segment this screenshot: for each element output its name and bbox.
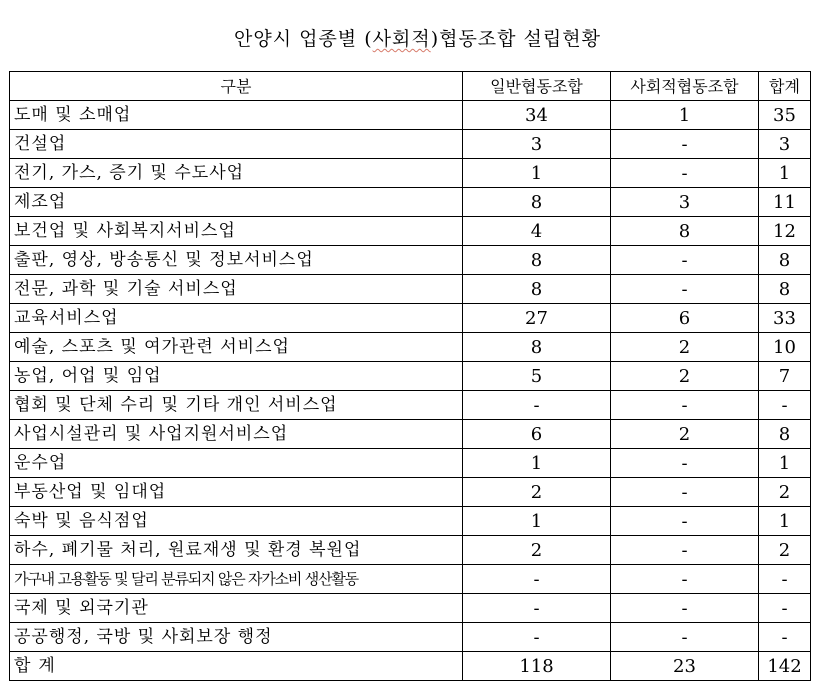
row-total: - (759, 391, 811, 420)
row-general: 34 (463, 101, 611, 130)
row-general: 8 (463, 188, 611, 217)
row-social: 1 (611, 101, 759, 130)
table-header-row (10, 72, 811, 101)
row-general: - (463, 594, 611, 623)
row-social: - (611, 507, 759, 536)
row-category: 보건업 및 사회복지서비스업 (10, 217, 463, 246)
row-social: 8 (611, 217, 759, 246)
total-social: 23 (611, 652, 759, 681)
row-general: - (463, 623, 611, 652)
row-general: 8 (463, 275, 611, 304)
row-general: 6 (463, 420, 611, 449)
row-category: 건설업 (10, 130, 463, 159)
table-row (10, 565, 811, 594)
row-general: 1 (463, 449, 611, 478)
row-total: - (759, 594, 811, 623)
row-total: 2 (759, 536, 811, 565)
row-total: 33 (759, 304, 811, 333)
table-row (10, 420, 811, 449)
row-general: 3 (463, 130, 611, 159)
row-total: 8 (759, 420, 811, 449)
row-total: 7 (759, 362, 811, 391)
table-row (10, 130, 811, 159)
total-total: 142 (759, 652, 811, 681)
title-suffix: )협동조합 설립현황 (430, 28, 601, 50)
row-social: 6 (611, 304, 759, 333)
row-total: 1 (759, 507, 811, 536)
table-row (10, 478, 811, 507)
row-category: 가구내 고용활동 및 달리 분류되지 않은 자가소비 생산활동 (10, 565, 463, 594)
row-category: 전문, 과학 및 기술 서비스업 (10, 275, 463, 304)
row-total: 11 (759, 188, 811, 217)
total-category: 합계 (10, 652, 463, 681)
cooperative-status-table (9, 71, 811, 681)
row-general: 5 (463, 362, 611, 391)
row-total: 3 (759, 130, 811, 159)
row-total: 12 (759, 217, 811, 246)
table-row (10, 594, 811, 623)
row-social: - (611, 565, 759, 594)
row-category: 숙박 및 음식점업 (10, 507, 463, 536)
row-general: - (463, 565, 611, 594)
row-category: 운수업 (10, 449, 463, 478)
row-social: - (611, 159, 759, 188)
row-general: 27 (463, 304, 611, 333)
row-social: 3 (611, 188, 759, 217)
row-category: 사업시설관리 및 사업지원서비스업 (10, 420, 463, 449)
row-social: - (611, 536, 759, 565)
row-social: - (611, 275, 759, 304)
table-row (10, 101, 811, 130)
header-total: 합계 (759, 72, 811, 101)
row-category: 부동산업 및 임대업 (10, 478, 463, 507)
row-general: 2 (463, 536, 611, 565)
row-category: 교육서비스업 (10, 304, 463, 333)
row-general: 8 (463, 333, 611, 362)
row-category: 도매 및 소매업 (10, 101, 463, 130)
row-total: 8 (759, 275, 811, 304)
table-row (10, 304, 811, 333)
total-general: 118 (463, 652, 611, 681)
row-total: 1 (759, 159, 811, 188)
page-title (0, 24, 835, 54)
row-social: - (611, 246, 759, 275)
table-row (10, 188, 811, 217)
table-row (10, 507, 811, 536)
table-row (10, 333, 811, 362)
table-row (10, 246, 811, 275)
row-category: 전기, 가스, 증기 및 수도사업 (10, 159, 463, 188)
header-social: 사회적협동조합 (611, 72, 759, 101)
row-general: 1 (463, 159, 611, 188)
table-row (10, 275, 811, 304)
row-total: 10 (759, 333, 811, 362)
row-total: - (759, 565, 811, 594)
row-general: 8 (463, 246, 611, 275)
row-general: - (463, 391, 611, 420)
header-category: 구분 (10, 72, 463, 101)
row-social: - (611, 623, 759, 652)
row-category: 출판, 영상, 방송통신 및 정보서비스업 (10, 246, 463, 275)
row-general: 2 (463, 478, 611, 507)
table-row (10, 391, 811, 420)
row-total: - (759, 623, 811, 652)
row-total: 35 (759, 101, 811, 130)
row-social: - (611, 130, 759, 159)
row-category: 제조업 (10, 188, 463, 217)
title-spellcheck-word: 사회적 (372, 28, 431, 50)
row-social: 2 (611, 420, 759, 449)
row-category: 공공행정, 국방 및 사회보장 행정 (10, 623, 463, 652)
row-social: 2 (611, 333, 759, 362)
row-category: 협회 및 단체 수리 및 기타 개인 서비스업 (10, 391, 463, 420)
row-social: - (611, 449, 759, 478)
row-category: 농업, 어업 및 임업 (10, 362, 463, 391)
table-row (10, 536, 811, 565)
row-category: 예술, 스포츠 및 여가관련 서비스업 (10, 333, 463, 362)
row-total: 8 (759, 246, 811, 275)
table-row (10, 362, 811, 391)
title-prefix: 안양시 업종별 ( (234, 28, 373, 50)
table-total-row (10, 652, 811, 681)
header-general: 일반협동조합 (463, 72, 611, 101)
row-social: - (611, 478, 759, 507)
row-general: 1 (463, 507, 611, 536)
table-row (10, 217, 811, 246)
row-total: 2 (759, 478, 811, 507)
row-total: 1 (759, 449, 811, 478)
table-row (10, 623, 811, 652)
table-row (10, 449, 811, 478)
row-category: 하수, 폐기물 처리, 원료재생 및 환경 복원업 (10, 536, 463, 565)
row-category: 국제 및 외국기관 (10, 594, 463, 623)
row-social: 2 (611, 362, 759, 391)
row-social: - (611, 594, 759, 623)
row-general: 4 (463, 217, 611, 246)
row-social: - (611, 391, 759, 420)
table-row (10, 159, 811, 188)
